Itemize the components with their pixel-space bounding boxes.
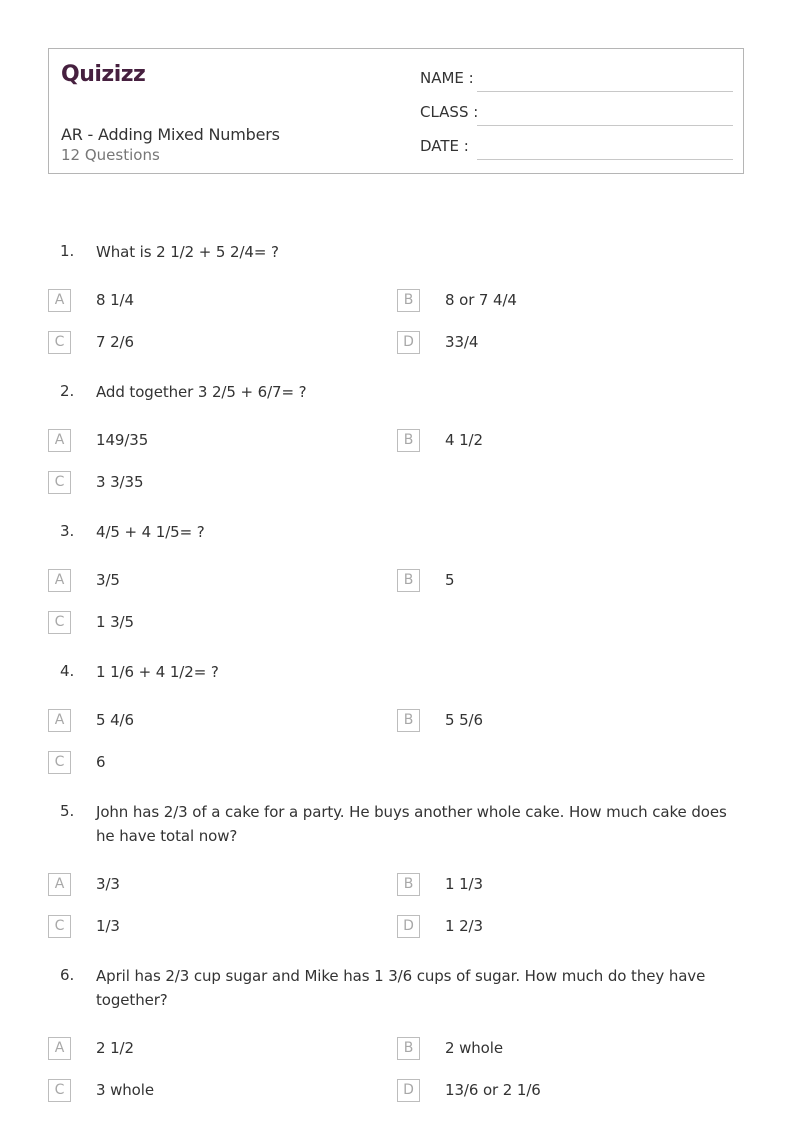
option-c-box[interactable]: C bbox=[48, 331, 71, 354]
option-a-text: 5 4/6 bbox=[96, 711, 134, 729]
option-b-box[interactable]: B bbox=[397, 429, 420, 452]
option-b-text: 1 1/3 bbox=[445, 875, 483, 893]
worksheet-header bbox=[48, 48, 744, 174]
option-a-box[interactable]: A bbox=[48, 289, 71, 312]
option-c-text: 3 whole bbox=[96, 1081, 154, 1099]
question-text: April has 2/3 cup sugar and Mike has 1 3/6 cups of sugar. How much do they have together? bbox=[96, 967, 706, 1009]
question-text: 4/5 + 4 1/5= ? bbox=[96, 523, 205, 541]
name-label: NAME : bbox=[420, 69, 474, 87]
option-c-box[interactable]: C bbox=[48, 1079, 71, 1102]
question-text: What is 2 1/2 + 5 2/4= ? bbox=[96, 243, 279, 261]
option-b-box[interactable]: B bbox=[397, 569, 420, 592]
option-d-box[interactable]: D bbox=[397, 331, 420, 354]
option-d-text: 33/4 bbox=[445, 333, 479, 351]
option-d-box[interactable]: D bbox=[397, 1079, 420, 1102]
option-c-box[interactable]: C bbox=[48, 611, 71, 634]
option-a-text: 3/5 bbox=[96, 571, 120, 589]
question-number: 5. bbox=[60, 802, 75, 820]
option-d-box[interactable]: D bbox=[397, 915, 420, 938]
option-a-box[interactable]: A bbox=[48, 1037, 71, 1060]
option-a-text: 149/35 bbox=[96, 431, 149, 449]
option-c-text: 1/3 bbox=[96, 917, 120, 935]
date-label: DATE : bbox=[420, 137, 469, 155]
option-c-text: 7 2/6 bbox=[96, 333, 134, 351]
option-b-box[interactable]: B bbox=[397, 873, 420, 896]
question-count: 12 Questions bbox=[61, 146, 160, 164]
question-number: 3. bbox=[60, 522, 75, 540]
quizizz-logo bbox=[61, 60, 153, 90]
question-number: 2. bbox=[60, 382, 75, 400]
worksheet-title: AR - Adding Mixed Numbers bbox=[61, 125, 280, 144]
quizizz-logo-mark bbox=[61, 60, 153, 86]
option-c-box[interactable]: C bbox=[48, 915, 71, 938]
option-d-text: 1 2/3 bbox=[445, 917, 483, 935]
option-c-box[interactable]: C bbox=[48, 471, 71, 494]
option-c-text: 3 3/35 bbox=[96, 473, 144, 491]
option-b-box[interactable]: B bbox=[397, 289, 420, 312]
question-text: Add together 3 2/5 + 6/7= ? bbox=[96, 383, 307, 401]
option-b-text: 5 5/6 bbox=[445, 711, 483, 729]
option-a-text: 2 1/2 bbox=[96, 1039, 134, 1057]
option-a-box[interactable]: A bbox=[48, 709, 71, 732]
option-a-text: 3/3 bbox=[96, 875, 120, 893]
option-c-text: 6 bbox=[96, 753, 106, 771]
option-a-box[interactable]: A bbox=[48, 569, 71, 592]
question-number: 6. bbox=[60, 966, 75, 984]
logo-wordmark: Quizizz bbox=[61, 62, 146, 86]
date-field[interactable] bbox=[420, 137, 733, 161]
name-field[interactable] bbox=[420, 69, 733, 93]
option-b-text: 5 bbox=[445, 571, 455, 589]
option-b-box[interactable]: B bbox=[397, 1037, 420, 1060]
class-line[interactable] bbox=[477, 125, 733, 126]
option-d-text: 13/6 or 2 1/6 bbox=[445, 1081, 541, 1099]
class-field[interactable] bbox=[420, 103, 733, 127]
date-line[interactable] bbox=[477, 159, 733, 160]
question-number: 4. bbox=[60, 662, 75, 680]
class-label: CLASS : bbox=[420, 103, 479, 121]
option-c-box[interactable]: C bbox=[48, 751, 71, 774]
option-b-text: 4 1/2 bbox=[445, 431, 483, 449]
name-line[interactable] bbox=[477, 91, 733, 92]
question-text: John has 2/3 of a cake for a party. He buys another whole cake. How much cake does he have total now? bbox=[96, 803, 727, 845]
question-text: 1 1/6 + 4 1/2= ? bbox=[96, 663, 219, 681]
option-b-box[interactable]: B bbox=[397, 709, 420, 732]
option-a-text: 8 1/4 bbox=[96, 291, 134, 309]
option-b-text: 8 or 7 4/4 bbox=[445, 291, 517, 309]
option-a-box[interactable]: A bbox=[48, 429, 71, 452]
option-c-text: 1 3/5 bbox=[96, 613, 134, 631]
question-number: 1. bbox=[60, 242, 75, 260]
option-b-text: 2 whole bbox=[445, 1039, 503, 1057]
option-a-box[interactable]: A bbox=[48, 873, 71, 896]
